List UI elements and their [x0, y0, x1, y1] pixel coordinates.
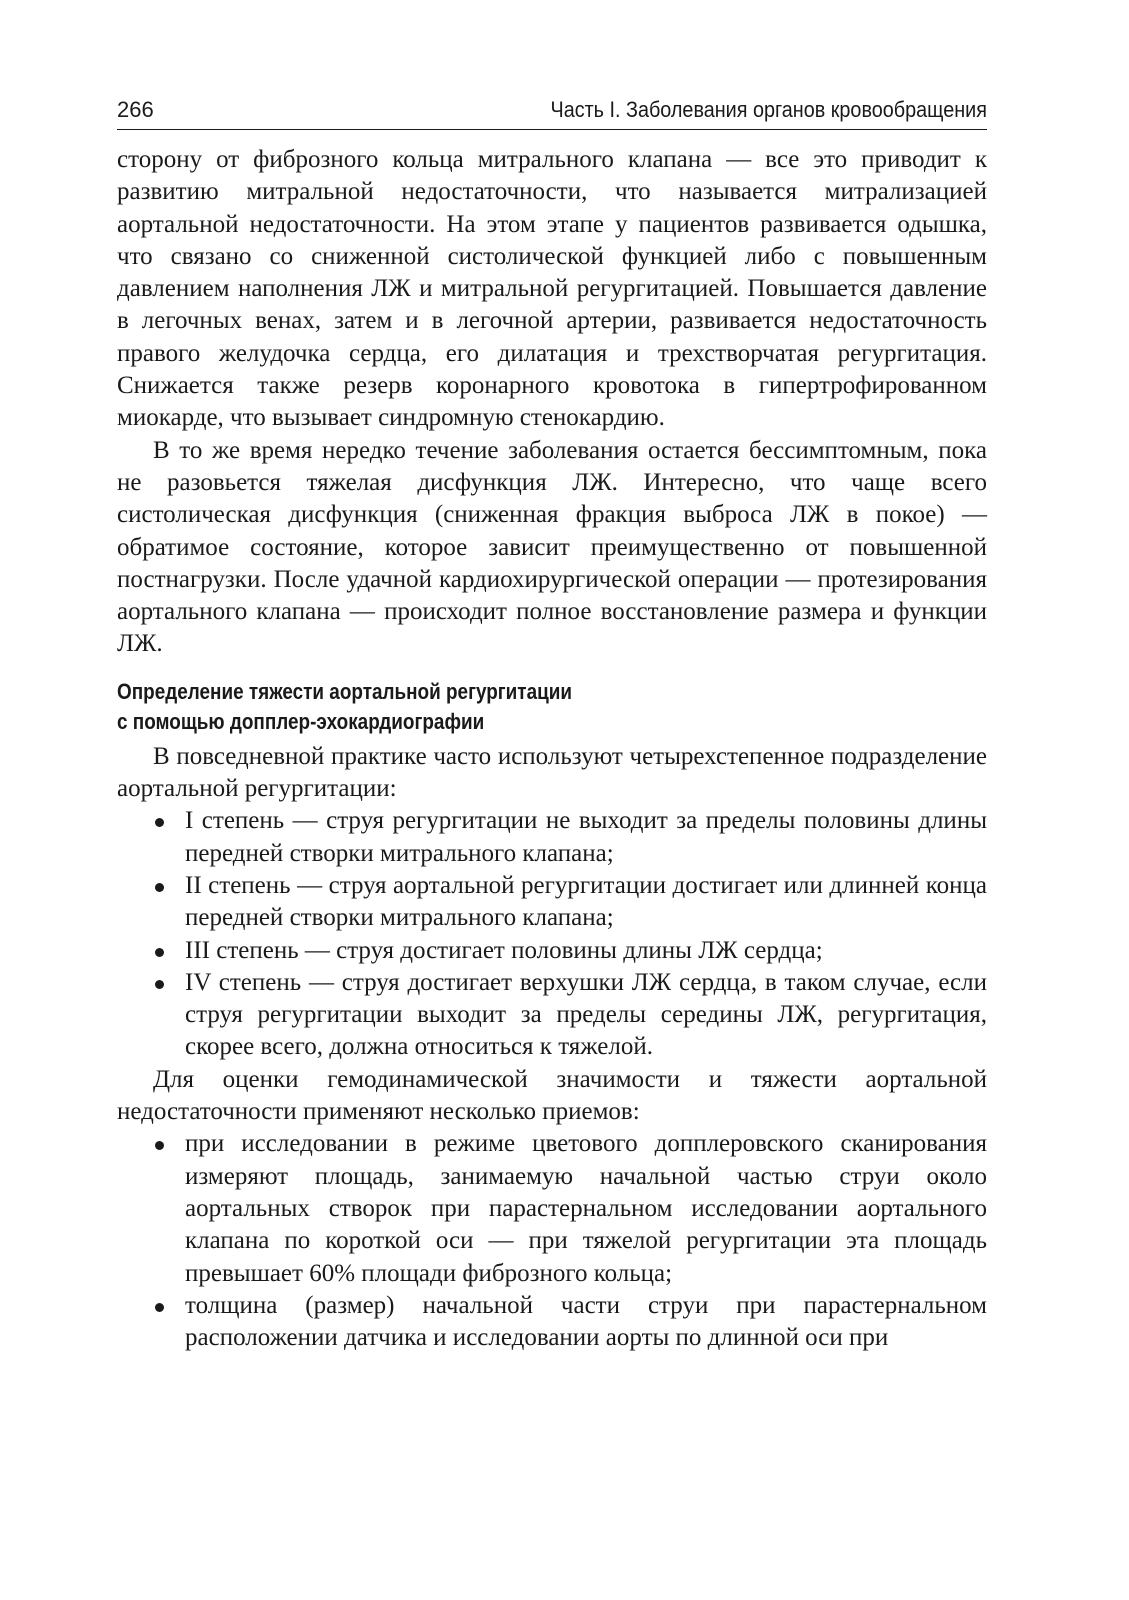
list-item-text: I степень — струя регургитации не выходит за пределы половины длины передней створки митрального клапана;	[185, 807, 987, 867]
paragraph: В то же время нередко течение заболевания остается бессимптомным, пока не разовьется тяжелая дисфункция ЛЖ. Интересно, что чаще всего систолическая дисфункция (сниженная фракция выброса ЛЖ в покое) — обратимое состояние, которое зависит преимущественно от повышенной постнагрузки. После удачной кардиохирургической операции — протезирования аортального клапана — происходит полное восстановление размера и функции ЛЖ.	[117, 436, 987, 658]
bullet-icon	[155, 1141, 164, 1150]
grades-list	[117, 805, 987, 1063]
book-page	[117, 95, 987, 1354]
bullet-icon	[155, 1303, 164, 1312]
running-title: Часть I. Заболевания органов кровообращения	[550, 97, 987, 122]
list-item	[117, 870, 987, 935]
section-heading-line-2: с помощью допплер-эхокардиографии	[117, 708, 485, 734]
list-item-text: II степень — струя аортальной регургитации достигает или длинней конца передней створки митрального клапана;	[185, 871, 987, 932]
section-heading	[117, 677, 987, 737]
list-item-text: IV степень — струя достигает верхушки ЛЖ сердца, в таком случае, если струя регургитации выходит за пределы середины ЛЖ, регургитация, скорее всего, должна относиться к тяжелой.	[185, 968, 987, 1061]
list-item-text: толщина (размер) начальной части струи при парастернальном расположении датчика и исследовании аорты по длинной оси при	[185, 1291, 987, 1352]
section-heading-line-1: Определение тяжести аортальной регургитации	[117, 678, 572, 704]
bullet-icon	[155, 883, 164, 892]
page-number: 266	[117, 97, 154, 122]
methods-list	[117, 1128, 987, 1354]
paragraph: Для оценки гемодинамической значимости и тяжести аортальной недостаточности применяют несколько приемов:	[117, 1065, 987, 1126]
list-item	[117, 967, 987, 1064]
page-header	[117, 95, 987, 130]
list-item	[117, 805, 987, 870]
list-item-text: при исследовании в режиме цветового допплеровского сканирования измеряют площадь, занимаемую начальной частью струи около аортальных створок при парастернальном исследовании аортального клапана по короткой оси — при тяжелой регургитации эта площадь превышает 60% площади фиброзного кольца;	[185, 1130, 987, 1287]
page-body	[117, 144, 987, 1354]
list-item	[117, 1290, 987, 1355]
list-item-text: III степень — струя достигает половины длины ЛЖ сердца;	[185, 936, 823, 964]
bullet-icon	[155, 818, 164, 827]
list-item	[117, 935, 987, 967]
paragraph-continuation: сторону от фиброзного кольца митрального клапана — все это приводит к развитию митральной недостаточности, что называется митрализацией аортальной недостаточности. На этом этапе у пациентов развивается одышка, что связано со сниженной систолической функцией либо с повышенным давлением наполнения ЛЖ и митральной регургитацией. Повышается давление в легочных венах, затем и в легочной артерии, развивается недостаточность правого желудочка сердца, его дилатация и трехстворчатая регургитация. Снижается также резерв коронарного кровотока в гипертрофированном миокарде, что вызывает синдромную стенокардию.	[117, 146, 987, 432]
paragraph: В повседневной практике часто используют четырехстепенное подразделение аортальной регургитации:	[117, 742, 987, 803]
list-item	[117, 1128, 987, 1289]
bullet-icon	[155, 948, 164, 957]
bullet-icon	[155, 980, 164, 989]
